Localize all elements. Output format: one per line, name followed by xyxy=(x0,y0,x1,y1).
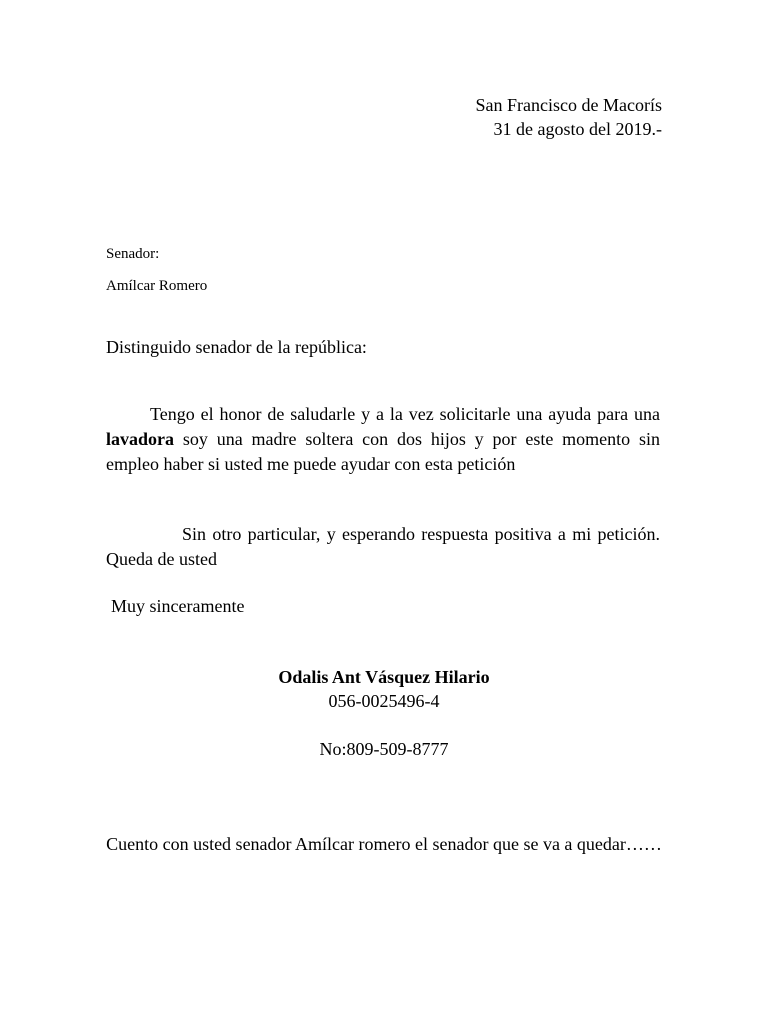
letter-place: San Francisco de Macorís xyxy=(475,95,662,115)
body-paragraph-1 xyxy=(106,402,660,477)
signature-block xyxy=(0,665,768,761)
paragraph-1-text-start: Tengo el honor de saludarle y a la vez solicitarle una ayuda para una xyxy=(150,404,660,424)
signature-id-number: 056-0025496-4 xyxy=(328,691,440,711)
signature-name: Odalis Ant Vásquez Hilario xyxy=(278,667,490,687)
letter-header xyxy=(476,93,662,141)
footer-note: Cuento con usted senador Amílcar romero el senador que se va a quedar…… xyxy=(106,834,662,854)
signature-phone: No:809-509-8777 xyxy=(319,739,449,759)
body-paragraph-2: Sin otro particular, y esperando respuesta positiva a mi petición. Queda de usted xyxy=(106,524,660,569)
recipient-title: Senador: xyxy=(106,246,160,262)
closing-line: Muy sinceramente xyxy=(111,596,245,616)
recipient-name: Amílcar Romero xyxy=(106,278,208,294)
paragraph-1-bold-word: lavadora xyxy=(106,429,175,449)
salutation: Distinguido senador de la república: xyxy=(106,337,367,357)
paragraph-1-text-end: soy una madre soltera con dos hijos y por este momento sin empleo haber si usted me puede ayudar con esta petición xyxy=(106,429,660,474)
letter-date: 31 de agosto del 2019.- xyxy=(493,119,662,139)
